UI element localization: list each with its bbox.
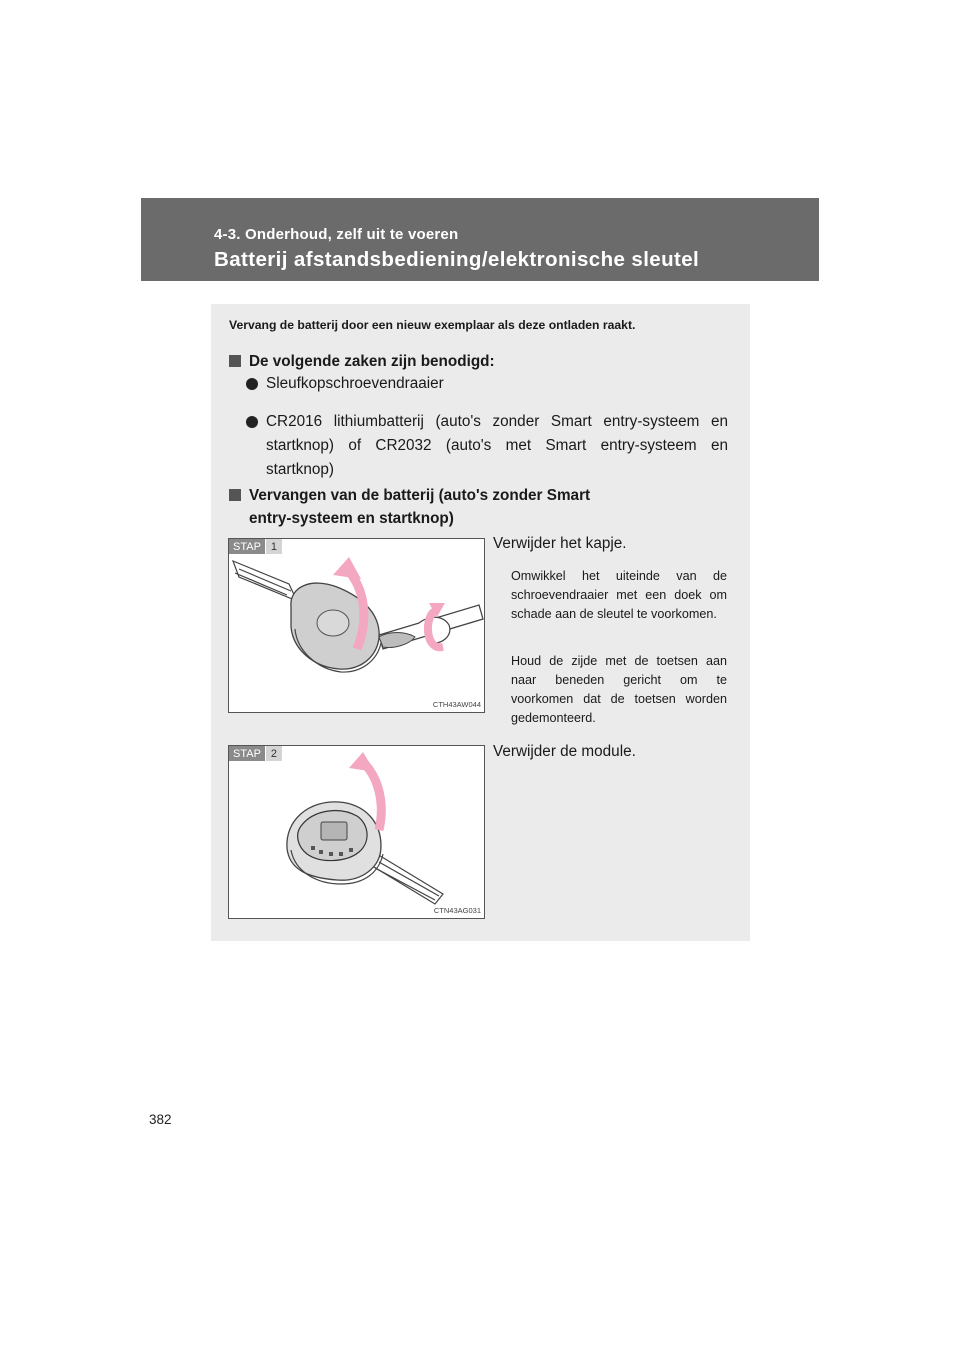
step-1-illustration: [228, 538, 485, 713]
step-2-title: Verwijder de module.: [493, 743, 636, 760]
image-code: CTN43AG031: [433, 906, 481, 915]
page-number: 382: [149, 1112, 172, 1127]
step-2-illustration: [228, 745, 485, 919]
square-bullet-icon: [229, 489, 241, 501]
bullet-icon: [246, 378, 258, 390]
step-1-title: Verwijder het kapje.: [493, 535, 627, 552]
step-1-note-1: Omwikkel het uiteinde van de schroevendraaier met een doek om schade aan de sleutel te voorkomen.: [511, 569, 727, 621]
step-badge: STAP 2: [229, 746, 282, 761]
replacement-heading: Vervangen van de batterij (auto's zonder Smart entry-systeem en startknop): [229, 484, 590, 530]
bullet-icon: [246, 416, 258, 428]
section-label: 4-3. Onderhoud, zelf uit te voeren: [214, 226, 459, 243]
list-item: CR2016 lithiumbatterij (auto's zonder Smart entry-systeem en startknop) of CR2032 (auto's met Smart entry-systeem en startknop): [246, 410, 728, 482]
intro-text: Vervang de batterij door een nieuw exemplaar als deze ontladen raakt.: [229, 318, 636, 332]
square-bullet-icon: [229, 355, 241, 367]
requirements-heading: De volgende zaken zijn benodigd:: [229, 350, 495, 373]
key-module-removal-drawing: [229, 746, 485, 919]
chapter-header: [141, 198, 819, 281]
key-cover-removal-drawing: [229, 539, 485, 713]
list-item: Sleufkopschroevendraaier: [246, 372, 728, 396]
page-title: Batterij afstandsbediening/elektronische sleutel: [214, 248, 700, 271]
step-badge: STAP 1: [229, 539, 282, 554]
step-1-note-2: Houd de zijde met de toetsen aan naar beneden gericht om te voorkomen dat de toetsen worden gedemonteerd.: [511, 654, 727, 725]
image-code: CTH43AW044: [432, 700, 481, 709]
